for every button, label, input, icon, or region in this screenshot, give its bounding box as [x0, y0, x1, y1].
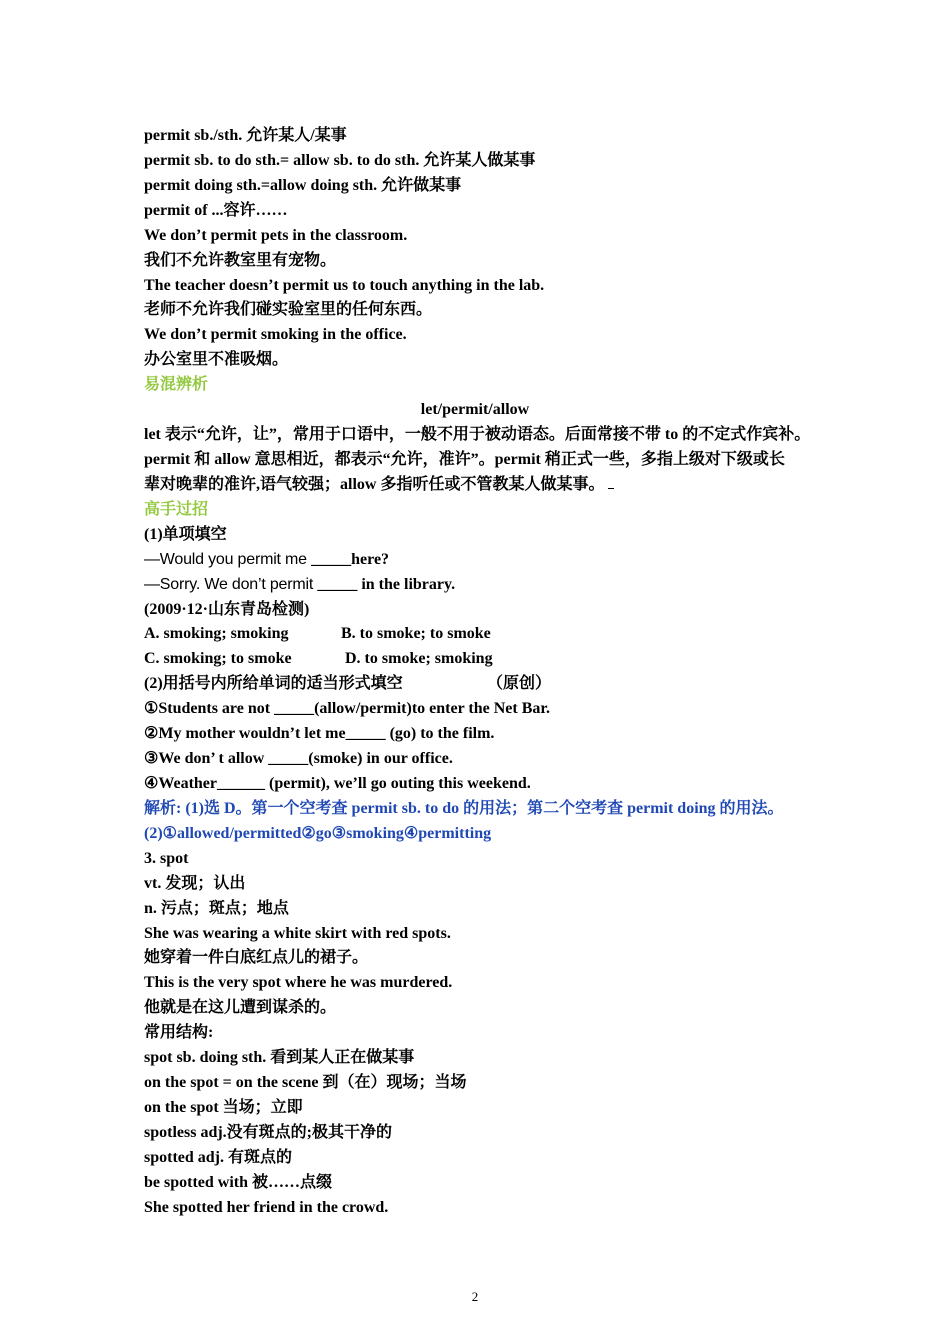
- question-2-item: ①Students are not _____(allow/permit)to enter the Net Bar.: [144, 700, 550, 718]
- question-2-item: ③We don’ t allow _____(smoke) in our office.: [144, 750, 453, 768]
- confusion-line: permit 和 allow 意思相近，都表示“允许，准许”。permit 稍正式一些，多指上级对下级或长: [144, 450, 785, 468]
- example-english: She spotted her friend in the crowd.: [144, 1198, 389, 1216]
- example-chinese: 我们不允许教室里有宠物。: [144, 251, 337, 269]
- example-english: The teacher doesn’t permit us to touch anything in the lab.: [144, 276, 545, 294]
- question-source: (2009·12·山东青岛检测): [144, 600, 310, 618]
- question-2-tag: （原创）: [487, 675, 552, 693]
- structure-item: spotless adj.没有斑点的;极其干净的: [144, 1123, 393, 1141]
- spot-definition: vt. 发现；认出: [144, 874, 246, 892]
- option-b: B. to smoke; to smoke: [341, 625, 491, 643]
- example-english: She was wearing a white skirt with red spots.: [144, 924, 451, 942]
- structure-item: be spotted with 被……点缀: [144, 1173, 333, 1191]
- example-chinese: 她穿着一件白底红点儿的裙子。: [144, 949, 369, 967]
- example-chinese: 他就是在这儿遭到谋杀的。: [144, 999, 337, 1017]
- structure-item: on the spot 当场；立即: [144, 1098, 303, 1116]
- page-content: [144, 124, 811, 1221]
- question-2-label: (2)用括号内所给单词的适当形式填空: [144, 675, 403, 693]
- answer-explanation: 解析: (1)选 D。第一个空考查 permit sb. to do 的用法；第二个空考查 permit doing 的用法。: [144, 799, 784, 817]
- example-english: We don’t permit pets in the classroom.: [144, 226, 408, 244]
- confusion-heading: 易混辨析: [144, 376, 209, 394]
- dialogue-prompt: —Would you permit me: [144, 550, 312, 568]
- example-chinese: 办公室里不准吸烟。: [144, 351, 289, 369]
- example-english: This is the very spot where he was murdered.: [144, 974, 453, 992]
- confusion-line: let 表示“允许，让”，常用于口语中，一般不用于被动语态。后面常接不带 to 的不定式作宾补。: [144, 426, 811, 444]
- example-chinese: 老师不允许我们碰实验室里的任何东西。: [144, 301, 433, 319]
- permit-phrase: permit sb. to do sth.= allow sb. to do sth. 允许某人做某事: [144, 151, 536, 169]
- structure-item: spot sb. doing sth. 看到某人正在做某事: [144, 1049, 415, 1067]
- structures-label: 常用结构:: [144, 1024, 214, 1042]
- blank-underline: [608, 474, 614, 489]
- dialogue-prompt: —Sorry. We don’t permit: [144, 575, 318, 593]
- page-number: 2: [471, 1289, 479, 1304]
- option-c: C. smoking; to smoke: [144, 650, 292, 668]
- permit-phrase: permit sb./sth. 允许某人/某事: [144, 127, 347, 144]
- structure-item: spotted adj. 有斑点的: [144, 1148, 293, 1166]
- question-1-dialogue-line: [144, 573, 806, 598]
- practice-heading: 高手过招: [144, 500, 209, 518]
- permit-phrase: permit of ...容许……: [144, 201, 288, 219]
- confusion-line-last: [144, 473, 806, 498]
- permit-phrase: permit doing sth.=allow doing sth. 允许做某事: [144, 176, 462, 194]
- dialogue-blank: _____ in the library.: [317, 575, 456, 593]
- spot-definition: n. 污点；斑点；地点: [144, 899, 289, 917]
- answer-key: (2)①allowed/permitted②go③smoking④permitting: [144, 824, 492, 842]
- question-2-header: [144, 672, 806, 697]
- option-a: A. smoking; smoking: [144, 625, 289, 643]
- question-1-label: (1)单项填空: [144, 525, 227, 543]
- example-english: We don’t permit smoking in the office.: [144, 326, 407, 344]
- structure-item: on the spot = on the scene 到（在）现场；当场: [144, 1074, 467, 1092]
- dialogue-blank: _____here?: [311, 550, 390, 568]
- spot-title: 3. spot: [144, 849, 189, 867]
- confusion-line-text: 辈对晚辈的准许,语气较强；allow 多指听任或不管教某人做某事。: [144, 475, 605, 493]
- options-row-cd: [144, 647, 806, 672]
- confusion-title: let/permit/allow: [420, 401, 530, 419]
- option-d: D. to smoke; smoking: [345, 650, 493, 668]
- options-row-ab: [144, 622, 806, 647]
- question-2-item: ②My mother wouldn’t let me_____ (go) to the film.: [144, 725, 495, 743]
- question-2-item: ④Weather______ (permit), we’ll go outing this weekend.: [144, 774, 531, 792]
- question-1-dialogue-line: [144, 548, 806, 573]
